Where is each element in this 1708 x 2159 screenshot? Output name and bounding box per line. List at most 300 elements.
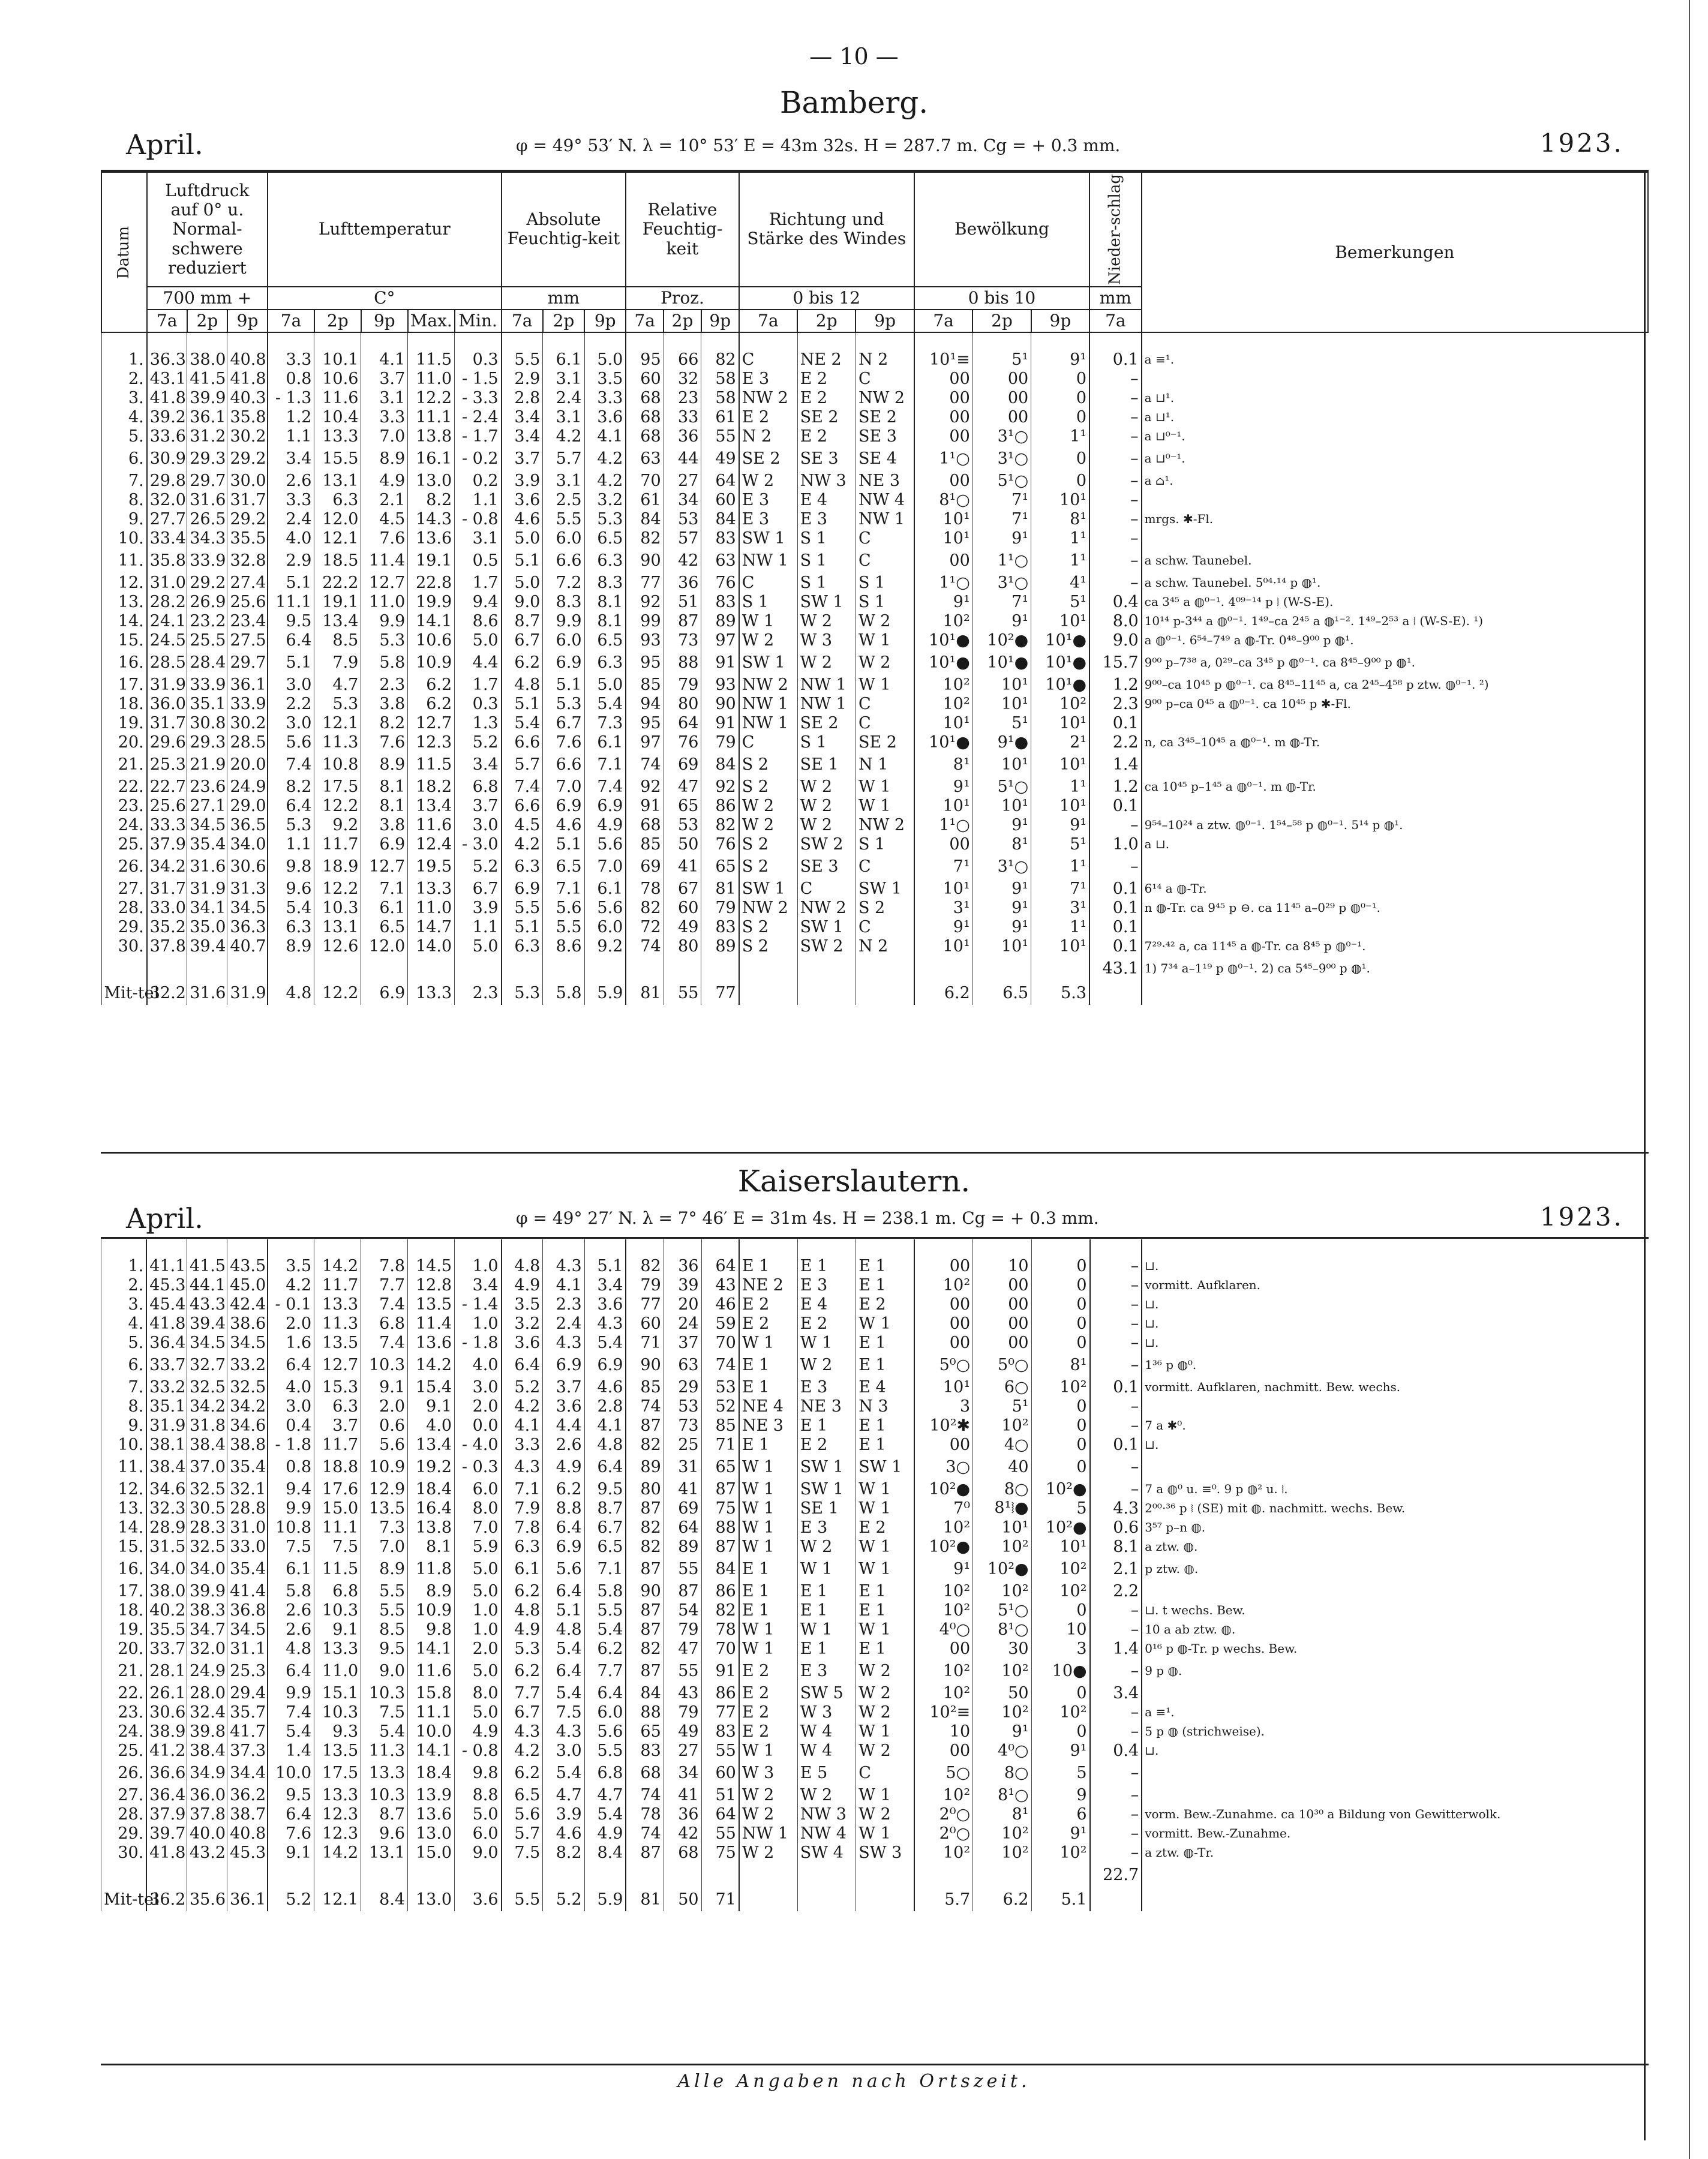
- remark-cell: [1142, 490, 1648, 509]
- day-cell: 19.: [101, 713, 147, 732]
- value-cell: - 0.2: [455, 446, 502, 471]
- value-cell: 3¹○: [972, 854, 1031, 879]
- value-cell: 9.2: [584, 936, 626, 956]
- table-row: [101, 471, 1648, 490]
- value-cell: 10²: [914, 1518, 972, 1537]
- value-cell: 12.2: [408, 388, 455, 407]
- value-cell: NW 3: [797, 1804, 855, 1824]
- value-cell: 4.9: [543, 1454, 584, 1479]
- value-cell: [543, 1862, 584, 1887]
- value-cell: W 1: [739, 1620, 797, 1639]
- remark-cell: [1142, 1887, 1649, 1911]
- value-cell: 15.0: [314, 1499, 361, 1518]
- day-cell: 12.: [101, 1479, 147, 1499]
- value-cell: 5.4: [543, 1639, 584, 1658]
- value-cell: 61: [626, 490, 664, 509]
- value-cell: NE 3: [855, 471, 914, 490]
- year-label: 1923.: [1539, 1202, 1624, 1232]
- value-cell: 00: [914, 388, 972, 407]
- value-cell: [1090, 1887, 1142, 1911]
- value-cell: 11.5: [314, 1556, 361, 1581]
- value-cell: 5.3: [1031, 981, 1089, 1005]
- value-cell: - 0.8: [455, 1741, 502, 1760]
- value-cell: 82: [626, 1435, 664, 1454]
- value-cell: - 0.3: [455, 1454, 502, 1479]
- remark-cell: mrgs. ✱-Fl.: [1142, 509, 1648, 529]
- value-cell: 64: [701, 471, 739, 490]
- value-cell: 7.3: [584, 713, 626, 732]
- table-row: [101, 1804, 1649, 1824]
- value-cell: 3¹: [914, 898, 972, 917]
- value-cell: SW 1: [797, 1454, 855, 1479]
- value-cell: 11.3: [314, 1314, 361, 1333]
- value-cell: 8¹: [972, 834, 1031, 854]
- unit-header: 0 bis 12: [739, 287, 914, 310]
- value-cell: 5.2: [455, 732, 502, 752]
- value-cell: 40.0: [187, 1824, 227, 1843]
- value-cell: 34.7: [187, 1620, 227, 1639]
- value-cell: 10²●: [1031, 1479, 1089, 1499]
- value-cell: E 5: [797, 1760, 855, 1785]
- value-cell: NE 2: [797, 350, 855, 369]
- station-coordinates: φ = 49° 27′ N. λ = 7° 46′ E = 31m 4s. H = 238.1 m. Cg = + 0.3 mm.: [516, 1208, 1099, 1228]
- value-cell: 5.4: [268, 1722, 314, 1741]
- unit-header: mm: [1089, 287, 1142, 310]
- value-cell: 2.4: [268, 509, 314, 529]
- value-cell: 9¹: [972, 611, 1031, 630]
- value-cell: 44: [664, 446, 701, 471]
- value-cell: –: [1089, 529, 1142, 548]
- value-cell: 69: [664, 752, 701, 777]
- section-rule: [101, 1237, 1649, 1239]
- time-header: 2p: [972, 310, 1031, 332]
- day-cell: 13.: [101, 592, 147, 611]
- value-cell: 6.3: [314, 490, 361, 509]
- value-cell: 10●: [1031, 1658, 1089, 1683]
- value-cell: 5.6: [502, 1804, 543, 1824]
- value-cell: 3.0: [268, 713, 314, 732]
- value-cell: 34.5: [227, 898, 268, 917]
- value-cell: SE 4: [855, 446, 914, 471]
- value-cell: 2.8: [502, 388, 543, 407]
- value-cell: 6.2: [973, 1887, 1031, 1911]
- value-cell: –: [1090, 1397, 1142, 1416]
- value-cell: 0: [1031, 1275, 1089, 1295]
- value-cell: 5.4: [543, 1683, 584, 1702]
- value-cell: 90: [701, 694, 739, 713]
- value-cell: NW 1: [739, 713, 797, 732]
- day-cell: [101, 956, 147, 981]
- value-cell: 60: [626, 1314, 664, 1333]
- value-cell: [739, 956, 797, 981]
- value-cell: E 3: [797, 509, 855, 529]
- value-cell: 10.6: [408, 630, 455, 650]
- value-cell: 10²●: [914, 1537, 972, 1556]
- value-cell: 5.3: [584, 509, 626, 529]
- remark-cell: 9⁵⁴–10²⁴ a ztw. ◍⁰⁻¹. 1⁵⁴–⁵⁸ p ◍⁰⁻¹. 5¹⁴ p ◍¹.: [1142, 815, 1648, 834]
- value-cell: 5.9: [584, 1887, 626, 1911]
- day-cell: 28.: [101, 1804, 147, 1824]
- value-cell: 12.0: [361, 936, 408, 956]
- table-row: [101, 1702, 1649, 1722]
- value-cell: 4.8: [502, 1256, 543, 1275]
- value-cell: 6.3: [502, 936, 543, 956]
- value-cell: W 1: [739, 1479, 797, 1499]
- value-cell: 34.9: [187, 1760, 227, 1785]
- value-cell: 1.0: [455, 1601, 502, 1620]
- value-cell: 9.1: [408, 1397, 455, 1416]
- value-cell: [187, 1862, 227, 1887]
- value-cell: S 2: [739, 834, 797, 854]
- value-cell: E 3: [797, 1275, 855, 1295]
- value-cell: E 1: [739, 1377, 797, 1397]
- value-cell: 40.2: [146, 1601, 187, 1620]
- value-cell: E 2: [797, 1435, 855, 1454]
- remark-cell: a ⊔¹.: [1142, 388, 1648, 407]
- value-cell: –: [1090, 1314, 1142, 1333]
- value-cell: 34: [664, 490, 701, 509]
- value-cell: 31.3: [227, 879, 268, 898]
- weather-table-bamberg: [101, 172, 1649, 1005]
- table-row: [101, 777, 1648, 796]
- value-cell: 7.5: [314, 1537, 361, 1556]
- value-cell: 43.5: [227, 1256, 268, 1275]
- value-cell: 6.5: [972, 981, 1031, 1005]
- value-cell: 3.4: [268, 446, 314, 471]
- value-cell: [1031, 1862, 1089, 1887]
- remark-cell: 7 a ◍⁰ u. ≡⁰. 9 p ◍² u. ⧘.: [1142, 1479, 1649, 1499]
- value-cell: 9.4: [268, 1479, 314, 1499]
- value-cell: 6.5: [584, 1537, 626, 1556]
- value-cell: 52: [701, 1397, 739, 1416]
- value-cell: 41.5: [187, 369, 227, 388]
- value-cell: 1.1: [455, 490, 502, 509]
- time-header: 7a: [147, 310, 187, 332]
- day-cell: 20.: [101, 1639, 147, 1658]
- value-cell: 10²●: [973, 1556, 1031, 1581]
- value-cell: 11.4: [361, 548, 408, 573]
- value-cell: 34.2: [147, 854, 187, 879]
- value-cell: –: [1090, 1275, 1142, 1295]
- value-cell: 39: [664, 1275, 701, 1295]
- value-cell: 55: [701, 1741, 739, 1760]
- remark-cell: ca 10⁴⁵ p–1⁴⁵ a ◍⁰⁻¹. m ◍-Tr.: [1142, 777, 1648, 796]
- table-row: [101, 1499, 1649, 1518]
- value-cell: 30.2: [227, 427, 268, 446]
- value-cell: 84: [626, 1683, 664, 1702]
- table-row: [101, 1295, 1649, 1314]
- value-cell: 0: [1031, 1416, 1089, 1435]
- value-cell: E 1: [797, 1256, 855, 1275]
- value-cell: 4.3: [543, 1333, 584, 1352]
- day-cell: 12.: [101, 573, 147, 592]
- value-cell: 11.6: [314, 388, 361, 407]
- value-cell: 60: [701, 1760, 739, 1785]
- col-bewoelkung: Bewölkung: [914, 172, 1089, 287]
- remark-cell: [1142, 917, 1648, 936]
- value-cell: 5.1: [268, 650, 314, 675]
- value-cell: 9¹: [1031, 1741, 1089, 1760]
- value-cell: 31.9: [227, 981, 268, 1005]
- value-cell: 5⁰○: [914, 1352, 972, 1377]
- value-cell: 41.2: [146, 1741, 187, 1760]
- table-row: [101, 1333, 1649, 1352]
- value-cell: 32.1: [227, 1479, 268, 1499]
- value-cell: 3.0: [455, 1377, 502, 1397]
- value-cell: 1¹○: [972, 548, 1031, 573]
- value-cell: 6.9: [361, 834, 408, 854]
- right-frame: [1644, 170, 1646, 2140]
- value-cell: 10²: [973, 1702, 1031, 1722]
- value-cell: [972, 956, 1031, 981]
- value-cell: –: [1090, 1760, 1142, 1785]
- value-cell: 1.7: [455, 573, 502, 592]
- value-cell: 3.3: [502, 1435, 543, 1454]
- value-cell: SW 1: [739, 879, 797, 898]
- value-cell: 5.4: [584, 1804, 626, 1824]
- value-cell: 4.2: [584, 471, 626, 490]
- value-cell: 34.5: [227, 1620, 268, 1639]
- value-cell: 6.0: [543, 529, 584, 548]
- remark-cell: 1) 7³⁴ a–1¹⁹ p ◍⁰⁻¹. 2) ca 5⁴⁵–9⁰⁰ p ◍¹.: [1142, 956, 1648, 981]
- value-cell: E 2: [739, 1658, 797, 1683]
- value-cell: 31.9: [146, 1416, 187, 1435]
- value-cell: 2.3: [361, 675, 408, 694]
- value-cell: NW 1: [797, 694, 855, 713]
- value-cell: C: [739, 732, 797, 752]
- value-cell: 10.0: [408, 1722, 455, 1741]
- value-cell: 1.2: [1089, 675, 1142, 694]
- value-cell: NW 2: [739, 675, 797, 694]
- value-cell: –: [1090, 1658, 1142, 1683]
- value-cell: 5.0: [584, 675, 626, 694]
- value-cell: 10²: [914, 1658, 972, 1683]
- value-cell: 4.4: [455, 650, 502, 675]
- time-header: 7a: [914, 310, 972, 332]
- value-cell: 71: [626, 1333, 664, 1352]
- remark-cell: ⊔.: [1142, 1333, 1649, 1352]
- value-cell: 0: [1031, 1397, 1089, 1416]
- value-cell: 4.2: [268, 1275, 314, 1295]
- value-cell: 6.2: [502, 1581, 543, 1601]
- value-cell: 00: [973, 1333, 1031, 1352]
- remark-cell: [1142, 1760, 1649, 1785]
- value-cell: [502, 1862, 543, 1887]
- value-cell: 3.4: [455, 752, 502, 777]
- value-cell: 0.3: [455, 694, 502, 713]
- value-cell: 25.3: [227, 1658, 268, 1683]
- day-cell: 24.: [101, 1722, 147, 1741]
- remark-cell: [1142, 796, 1648, 815]
- value-cell: 36.8: [227, 1601, 268, 1620]
- value-cell: 7.8: [502, 1518, 543, 1537]
- value-cell: [1089, 981, 1142, 1005]
- value-cell: 7.1: [584, 1556, 626, 1581]
- value-cell: 82: [626, 1518, 664, 1537]
- value-cell: 10¹: [1031, 936, 1089, 956]
- day-cell: 4.: [101, 1314, 147, 1333]
- value-cell: 3.3: [268, 350, 314, 369]
- value-cell: 6.8: [314, 1581, 361, 1601]
- value-cell: 66: [664, 350, 701, 369]
- remark-cell: n ◍-Tr. ca 9⁴⁵ p ⊖. ca 11⁴⁵ a–0²⁹ p ◍⁰⁻¹.: [1142, 898, 1648, 917]
- value-cell: 27.7: [147, 509, 187, 529]
- value-cell: 4.3: [584, 1314, 626, 1333]
- value-cell: 6.0: [584, 917, 626, 936]
- value-cell: 2.1: [361, 490, 408, 509]
- value-cell: W 2: [797, 777, 855, 796]
- value-cell: 10²: [973, 1416, 1031, 1435]
- value-cell: C: [855, 917, 914, 936]
- value-cell: 7¹: [1031, 879, 1089, 898]
- value-cell: 5.5: [584, 1601, 626, 1620]
- value-cell: 1.2: [268, 407, 314, 427]
- value-cell: 10¹: [1031, 490, 1089, 509]
- value-cell: [314, 956, 361, 981]
- value-cell: 10²: [1031, 1843, 1089, 1862]
- remark-cell: n, ca 3⁴⁵–10⁴⁵ a ◍⁰⁻¹. m ◍-Tr.: [1142, 732, 1648, 752]
- value-cell: 0: [1031, 1683, 1089, 1702]
- year-label: 1923.: [1539, 128, 1624, 158]
- value-cell: 17.5: [314, 777, 361, 796]
- value-cell: 00: [914, 834, 972, 854]
- value-cell: W 2: [856, 1741, 914, 1760]
- value-cell: 8.9: [361, 446, 408, 471]
- value-cell: 6.2: [584, 1639, 626, 1658]
- value-cell: 9¹: [973, 1722, 1031, 1741]
- value-cell: 40: [973, 1454, 1031, 1479]
- value-cell: 10¹: [1031, 1537, 1089, 1556]
- value-cell: 4.6: [584, 1377, 626, 1397]
- table-row: [101, 1275, 1649, 1295]
- value-cell: 00: [914, 407, 972, 427]
- value-cell: 86: [701, 1683, 739, 1702]
- value-cell: 1.7: [455, 675, 502, 694]
- value-cell: 11.7: [314, 834, 361, 854]
- value-cell: 79: [664, 675, 701, 694]
- value-cell: 36: [664, 427, 701, 446]
- value-cell: 8.5: [361, 1620, 408, 1639]
- value-cell: [856, 1862, 914, 1887]
- table-row: [101, 490, 1648, 509]
- value-cell: 1.0: [455, 1620, 502, 1639]
- table-row: [101, 879, 1648, 898]
- remark-cell: 6¹⁴ a ◍-Tr.: [1142, 879, 1648, 898]
- value-cell: 68: [626, 388, 664, 407]
- value-cell: 8○: [973, 1760, 1031, 1785]
- value-cell: 7.4: [502, 777, 543, 796]
- value-cell: 10²: [973, 1824, 1031, 1843]
- value-cell: 34.4: [227, 1760, 268, 1785]
- value-cell: 88: [701, 1518, 739, 1537]
- value-cell: 53: [701, 1377, 739, 1397]
- value-cell: W 1: [739, 1518, 797, 1537]
- remark-cell: a ⊔⁰⁻¹.: [1142, 427, 1648, 446]
- value-cell: 0.1: [1090, 1377, 1142, 1397]
- value-cell: [626, 1862, 664, 1887]
- value-cell: 36.3: [147, 350, 187, 369]
- value-cell: 12.3: [314, 1824, 361, 1843]
- value-cell: E 1: [856, 1639, 914, 1658]
- table-row: [101, 1658, 1649, 1683]
- value-cell: 8.1: [361, 777, 408, 796]
- value-cell: 14.1: [408, 611, 455, 630]
- value-cell: 31.9: [187, 879, 227, 898]
- value-cell: NE 3: [739, 1416, 797, 1435]
- value-cell: W 1: [739, 1333, 797, 1352]
- value-cell: 92: [626, 777, 664, 796]
- remark-cell: a schw. Taunebel.: [1142, 548, 1648, 573]
- value-cell: 5.4: [584, 1333, 626, 1352]
- value-cell: 11.7: [314, 1435, 361, 1454]
- value-cell: 3.2: [502, 1314, 543, 1333]
- value-cell: 38.6: [227, 1314, 268, 1333]
- day-cell: 22.: [101, 777, 147, 796]
- value-cell: 76: [701, 573, 739, 592]
- day-cell: 23.: [101, 796, 147, 815]
- value-cell: 0.2: [455, 471, 502, 490]
- value-cell: 84: [626, 509, 664, 529]
- value-cell: 00: [972, 407, 1031, 427]
- value-cell: 28.5: [147, 650, 187, 675]
- value-cell: W 2: [856, 1683, 914, 1702]
- value-cell: 74: [626, 1397, 664, 1416]
- value-cell: 28.0: [187, 1683, 227, 1702]
- value-cell: SW 5: [797, 1683, 855, 1702]
- value-cell: - 1.8: [268, 1435, 314, 1454]
- value-cell: 12.7: [408, 713, 455, 732]
- value-cell: 4.8: [268, 1639, 314, 1658]
- value-cell: 35.4: [227, 1556, 268, 1581]
- value-cell: 80: [664, 694, 701, 713]
- value-cell: 8.1: [361, 796, 408, 815]
- value-cell: 3¹○: [972, 427, 1031, 446]
- value-cell: E 3: [739, 490, 797, 509]
- value-cell: C: [856, 1760, 914, 1785]
- value-cell: 5.5: [361, 1581, 408, 1601]
- remark-cell: [1142, 369, 1648, 388]
- value-cell: 25.6: [147, 796, 187, 815]
- value-cell: 5.6: [543, 1556, 584, 1581]
- remark-cell: ⊔.: [1142, 1295, 1649, 1314]
- value-cell: 38.4: [187, 1741, 227, 1760]
- value-cell: 00: [914, 427, 972, 446]
- value-cell: 64: [664, 1518, 701, 1537]
- value-cell: 3.4: [1090, 1683, 1142, 1702]
- value-cell: 18.5: [314, 548, 361, 573]
- value-cell: 4.3: [543, 1256, 584, 1275]
- value-cell: 5¹○: [972, 777, 1031, 796]
- value-cell: 40.8: [227, 1824, 268, 1843]
- value-cell: –: [1090, 1454, 1142, 1479]
- value-cell: 13.6: [408, 1333, 455, 1352]
- value-cell: 8.9: [408, 1581, 455, 1601]
- table-row: [101, 752, 1648, 777]
- value-cell: 0: [1031, 388, 1089, 407]
- value-cell: 5.7: [502, 1824, 543, 1843]
- value-cell: 10¹●: [1031, 675, 1089, 694]
- value-cell: NW 1: [739, 1824, 797, 1843]
- value-cell: 6.9: [584, 1352, 626, 1377]
- value-cell: S 1: [797, 529, 855, 548]
- value-cell: 31.8: [187, 1416, 227, 1435]
- value-cell: 37.8: [147, 936, 187, 956]
- value-cell: 91: [701, 650, 739, 675]
- value-cell: 31.2: [187, 427, 227, 446]
- value-cell: 0: [1031, 369, 1089, 388]
- value-cell: E 2: [739, 1702, 797, 1722]
- value-cell: 11.1: [268, 592, 314, 611]
